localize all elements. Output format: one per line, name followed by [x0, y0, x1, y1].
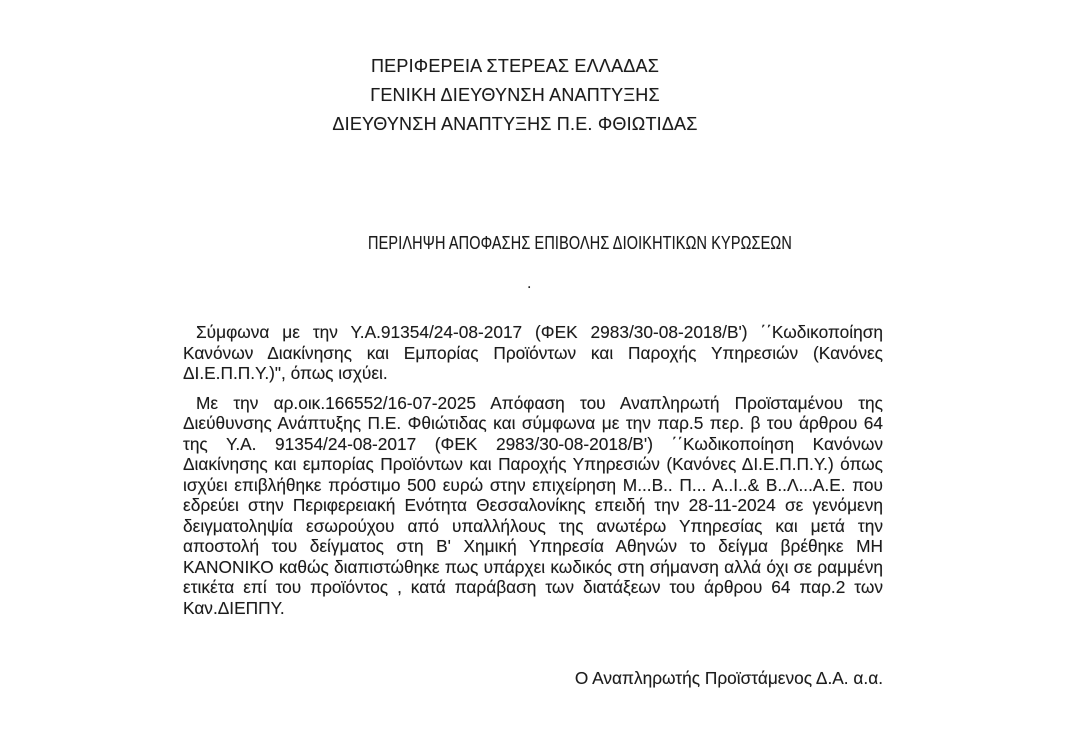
document-title: ΠΕΡΙΛΗΨΗ ΑΠΟΦΑΣΗΣ ΕΠΙΒΟΛΗΣ ΔΙΟΙΚΗΤΙΚΩΝ ΚΥΡΩΣΕΩΝ	[368, 232, 792, 253]
letterhead-directorate-line: ΔΙΕΥΘΥΝΣΗ ΑΝΑΠΤΥΞΗΣ Π.Ε. ΦΘΙΩΤΙΔΑΣ	[332, 114, 698, 134]
body-paragraph-decision: Με την αρ.οικ.166552/16-07-2025 Απόφαση του Αναπληρωτή Προϊσταμένου της Διεύθυνσης Ανάπτυξης Π.Ε. Φθιώτιδας και σύμφωνα με την παρ.5 περ. β του άρθρου 64 της Υ.Α. 91354/24-08-2017 (ΦΕΚ 2983/30-08-2018/Β') ΄΄Κωδικοποίηση Κανόνων Διακίνησης και εμπορίας Προϊόντων και Παροχής Υπηρεσιών (Κανόνες ΔΙ.Ε.Π.Π.Υ.) όπως ισχύει επιβλήθηκε πρόστιμο 500 ευρώ στην επιχείρηση Μ...Β.. Π... Α..Ι..& Β..Λ...Α.Ε. που εδρεύει στην Περιφερειακή Ενότητα Θεσσαλονίκης επειδή την 28-11-2024 σε γενόμενη δειγματοληψία εσωρούχου από υπαλλήλους της ανωτέρω Υπηρεσίας και μετά την αποστολή του δείγματος στη Β' Χημική Υπηρεσία Αθηνών το δείγμα βρέθηκε ΜΗ ΚΑΝΟΝΙΚΟ καθώς διαπιστώθηκε πως υπάρχει κωδικός στη σήμανση αλλά όχι σε ραμμένη ετικέτα επί του προϊόντος , κατά παράβαση των διατάξεων του άρθρου 64 παρ.2 των Καν.ΔΙΕΠΠΥ.	[183, 392, 883, 618]
signature-line: Ο Αναπληρωτής Προϊστάμενος Δ.Α. α.α.	[574, 668, 883, 688]
letterhead-region-line: ΠΕΡΙΦΕΡΕΙΑ ΣΤΕΡΕΑΣ ΕΛΛΑΔΑΣ	[370, 56, 660, 76]
letterhead	[175, 52, 855, 139]
letterhead-general-directorate-line: ΓΕΝΙΚΗ ΔΙΕΥΘΥΝΣΗ ΑΝΑΠΤΥΞΗΣ	[370, 85, 660, 105]
stray-period-mark: .	[527, 275, 532, 292]
body-paragraph-legal-basis: Σύμφωνα με την Υ.Α.91354/24-08-2017 (ΦΕΚ 2983/30-08-2018/Β') ΄΄Κωδικοποίηση Κανόνων Διακίνησης και Εμπορίας Προϊόντων και Παροχής Υπηρεσιών (Κανόνες ΔΙ.Ε.Π.Π.Υ.)", όπως ισχύει.	[183, 322, 883, 383]
document-body	[183, 322, 883, 627]
